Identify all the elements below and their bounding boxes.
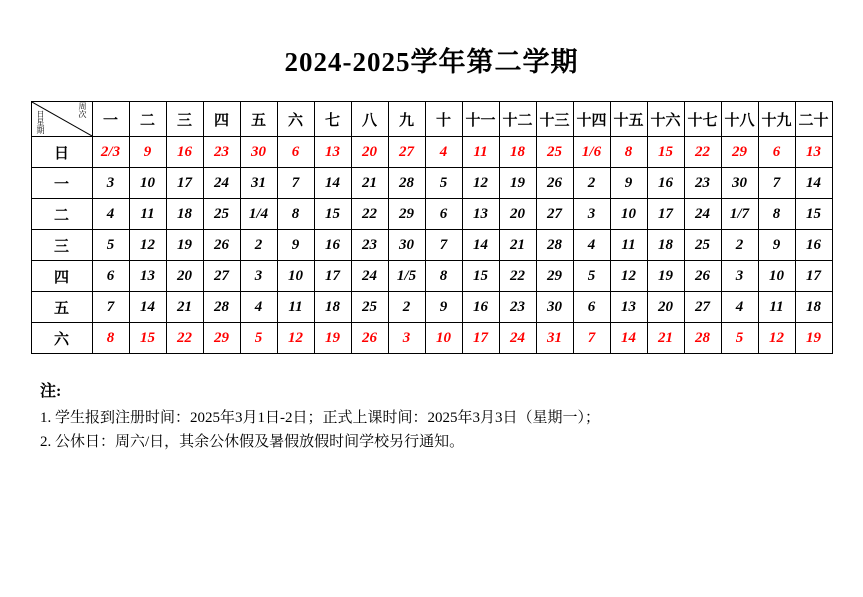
date-cell: 11 <box>462 137 499 168</box>
notes-section <box>40 380 863 454</box>
date-cell: 20 <box>647 292 684 323</box>
date-cell: 10 <box>277 261 314 292</box>
date-cell: 26 <box>536 168 573 199</box>
table-row <box>31 137 832 168</box>
date-cell: 1/7 <box>721 199 758 230</box>
date-cell: 27 <box>536 199 573 230</box>
date-cell: 18 <box>795 292 832 323</box>
date-cell: 15 <box>647 137 684 168</box>
weekday-label: 日 <box>31 137 92 168</box>
table-header <box>31 102 832 137</box>
date-cell: 16 <box>166 137 203 168</box>
date-cell: 1/5 <box>388 261 425 292</box>
date-cell: 18 <box>499 137 536 168</box>
date-cell: 7 <box>758 168 795 199</box>
date-cell: 26 <box>203 230 240 261</box>
date-cell: 10 <box>758 261 795 292</box>
date-cell: 18 <box>647 230 684 261</box>
table-row <box>31 323 832 354</box>
date-cell: 28 <box>536 230 573 261</box>
date-cell: 28 <box>203 292 240 323</box>
date-cell: 19 <box>647 261 684 292</box>
date-cell: 26 <box>351 323 388 354</box>
date-cell: 29 <box>721 137 758 168</box>
date-cell: 3 <box>388 323 425 354</box>
date-cell: 4 <box>573 230 610 261</box>
date-cell: 13 <box>314 137 351 168</box>
date-cell: 20 <box>499 199 536 230</box>
date-cell: 21 <box>351 168 388 199</box>
date-cell: 24 <box>499 323 536 354</box>
date-cell: 9 <box>277 230 314 261</box>
week-header: 九 <box>388 102 425 137</box>
date-cell: 18 <box>314 292 351 323</box>
date-cell: 8 <box>92 323 129 354</box>
date-cell: 1/4 <box>240 199 277 230</box>
date-cell: 12 <box>129 230 166 261</box>
note-line-1: 1. 学生报到注册时间：2025年3月1日-2日；正式上课时间：2025年3月3日（星期一）； <box>40 410 600 426</box>
date-cell: 28 <box>388 168 425 199</box>
week-header: 三 <box>166 102 203 137</box>
date-cell: 22 <box>499 261 536 292</box>
date-cell: 7 <box>425 230 462 261</box>
date-cell: 8 <box>610 137 647 168</box>
date-cell: 16 <box>314 230 351 261</box>
date-cell: 5 <box>425 168 462 199</box>
date-cell: 7 <box>277 168 314 199</box>
date-cell: 24 <box>351 261 388 292</box>
week-header: 十五 <box>610 102 647 137</box>
weekday-label: 一 <box>31 168 92 199</box>
date-cell: 17 <box>795 261 832 292</box>
date-cell: 12 <box>758 323 795 354</box>
week-header: 八 <box>351 102 388 137</box>
date-cell: 11 <box>758 292 795 323</box>
date-cell: 16 <box>647 168 684 199</box>
date-cell: 23 <box>684 168 721 199</box>
week-header: 十九 <box>758 102 795 137</box>
date-cell: 21 <box>499 230 536 261</box>
weekday-label: 三 <box>31 230 92 261</box>
date-cell: 10 <box>129 168 166 199</box>
date-cell: 26 <box>684 261 721 292</box>
date-cell: 6 <box>573 292 610 323</box>
date-cell: 27 <box>388 137 425 168</box>
date-cell: 30 <box>536 292 573 323</box>
date-cell: 11 <box>610 230 647 261</box>
date-cell: 2 <box>240 230 277 261</box>
table-row <box>31 199 832 230</box>
date-cell: 5 <box>92 230 129 261</box>
date-cell: 22 <box>351 199 388 230</box>
date-cell: 23 <box>351 230 388 261</box>
date-cell: 18 <box>166 199 203 230</box>
date-cell: 13 <box>795 137 832 168</box>
date-cell: 7 <box>573 323 610 354</box>
date-cell: 2 <box>388 292 425 323</box>
week-header: 十四 <box>573 102 610 137</box>
weekday-label: 五 <box>31 292 92 323</box>
date-cell: 15 <box>462 261 499 292</box>
page-title: 2024-2025学年第二学期 <box>284 47 579 77</box>
date-cell: 19 <box>166 230 203 261</box>
week-header: 十三 <box>536 102 573 137</box>
date-cell: 24 <box>684 199 721 230</box>
date-cell: 30 <box>388 230 425 261</box>
date-cell: 17 <box>647 199 684 230</box>
date-cell: 6 <box>758 137 795 168</box>
date-cell: 10 <box>425 323 462 354</box>
date-cell: 4 <box>425 137 462 168</box>
date-cell: 2 <box>573 168 610 199</box>
date-cell: 3 <box>240 261 277 292</box>
date-cell: 14 <box>795 168 832 199</box>
date-cell: 29 <box>203 323 240 354</box>
date-cell: 17 <box>462 323 499 354</box>
date-cell: 9 <box>425 292 462 323</box>
date-cell: 16 <box>462 292 499 323</box>
date-cell: 8 <box>425 261 462 292</box>
date-cell: 8 <box>277 199 314 230</box>
date-cell: 3 <box>721 261 758 292</box>
date-cell: 9 <box>758 230 795 261</box>
week-header: 五 <box>240 102 277 137</box>
week-header: 十六 <box>647 102 684 137</box>
date-cell: 15 <box>795 199 832 230</box>
date-cell: 30 <box>240 137 277 168</box>
date-cell: 14 <box>610 323 647 354</box>
date-cell: 21 <box>647 323 684 354</box>
week-header: 十七 <box>684 102 721 137</box>
date-cell: 3 <box>573 199 610 230</box>
date-cell: 11 <box>277 292 314 323</box>
date-cell: 19 <box>795 323 832 354</box>
table-row <box>31 230 832 261</box>
date-cell: 21 <box>166 292 203 323</box>
date-cell: 14 <box>314 168 351 199</box>
date-cell: 27 <box>684 292 721 323</box>
table-row <box>31 168 832 199</box>
date-cell: 30 <box>721 168 758 199</box>
date-cell: 10 <box>610 199 647 230</box>
date-cell: 6 <box>277 137 314 168</box>
date-cell: 14 <box>129 292 166 323</box>
date-cell: 8 <box>758 199 795 230</box>
date-cell: 24 <box>203 168 240 199</box>
date-cell: 13 <box>610 292 647 323</box>
date-cell: 13 <box>462 199 499 230</box>
weekday-label: 二 <box>31 199 92 230</box>
date-cell: 7 <box>92 292 129 323</box>
date-cell: 19 <box>499 168 536 199</box>
date-cell: 6 <box>425 199 462 230</box>
date-cell: 29 <box>388 199 425 230</box>
date-cell: 2 <box>721 230 758 261</box>
week-header: 六 <box>277 102 314 137</box>
corner-day-label: 日星期 <box>36 110 45 135</box>
date-cell: 23 <box>499 292 536 323</box>
date-cell: 17 <box>314 261 351 292</box>
date-cell: 4 <box>721 292 758 323</box>
date-cell: 16 <box>795 230 832 261</box>
week-header: 十一 <box>462 102 499 137</box>
calendar-container <box>0 101 863 354</box>
table-row <box>31 292 832 323</box>
week-header: 十 <box>425 102 462 137</box>
week-header: 十八 <box>721 102 758 137</box>
date-cell: 14 <box>462 230 499 261</box>
notes-title: 注: <box>40 383 62 400</box>
week-header: 二十 <box>795 102 832 137</box>
note-line-2: 2. 公休日：周六/日，其余公休假及暑假放假时间学校另行通知。 <box>40 434 465 450</box>
date-cell: 15 <box>129 323 166 354</box>
week-header: 十二 <box>499 102 536 137</box>
date-cell: 31 <box>240 168 277 199</box>
date-cell: 31 <box>536 323 573 354</box>
table-body <box>31 137 832 354</box>
date-cell: 25 <box>351 292 388 323</box>
date-cell: 25 <box>536 137 573 168</box>
week-header: 七 <box>314 102 351 137</box>
table-row <box>31 261 832 292</box>
date-cell: 22 <box>684 137 721 168</box>
date-cell: 19 <box>314 323 351 354</box>
corner-header-cell <box>31 102 92 137</box>
date-cell: 12 <box>462 168 499 199</box>
date-cell: 22 <box>166 323 203 354</box>
week-header: 一 <box>92 102 129 137</box>
weekday-label: 四 <box>31 261 92 292</box>
date-cell: 5 <box>573 261 610 292</box>
date-cell: 4 <box>240 292 277 323</box>
date-cell: 20 <box>351 137 388 168</box>
date-cell: 20 <box>166 261 203 292</box>
corner-week-label: 周次 <box>78 102 87 119</box>
date-cell: 12 <box>277 323 314 354</box>
date-cell: 28 <box>684 323 721 354</box>
date-cell: 13 <box>129 261 166 292</box>
date-cell: 2/3 <box>92 137 129 168</box>
date-cell: 3 <box>92 168 129 199</box>
date-cell: 15 <box>314 199 351 230</box>
header-row <box>31 102 832 137</box>
date-cell: 4 <box>92 199 129 230</box>
date-cell: 17 <box>166 168 203 199</box>
date-cell: 23 <box>203 137 240 168</box>
date-cell: 9 <box>610 168 647 199</box>
date-cell: 1/6 <box>573 137 610 168</box>
date-cell: 27 <box>203 261 240 292</box>
date-cell: 6 <box>92 261 129 292</box>
academic-calendar-table <box>31 101 833 354</box>
date-cell: 29 <box>536 261 573 292</box>
date-cell: 25 <box>203 199 240 230</box>
weekday-label: 六 <box>31 323 92 354</box>
date-cell: 12 <box>610 261 647 292</box>
week-header: 四 <box>203 102 240 137</box>
date-cell: 5 <box>721 323 758 354</box>
date-cell: 5 <box>240 323 277 354</box>
date-cell: 9 <box>129 137 166 168</box>
week-header: 二 <box>129 102 166 137</box>
date-cell: 11 <box>129 199 166 230</box>
date-cell: 25 <box>684 230 721 261</box>
